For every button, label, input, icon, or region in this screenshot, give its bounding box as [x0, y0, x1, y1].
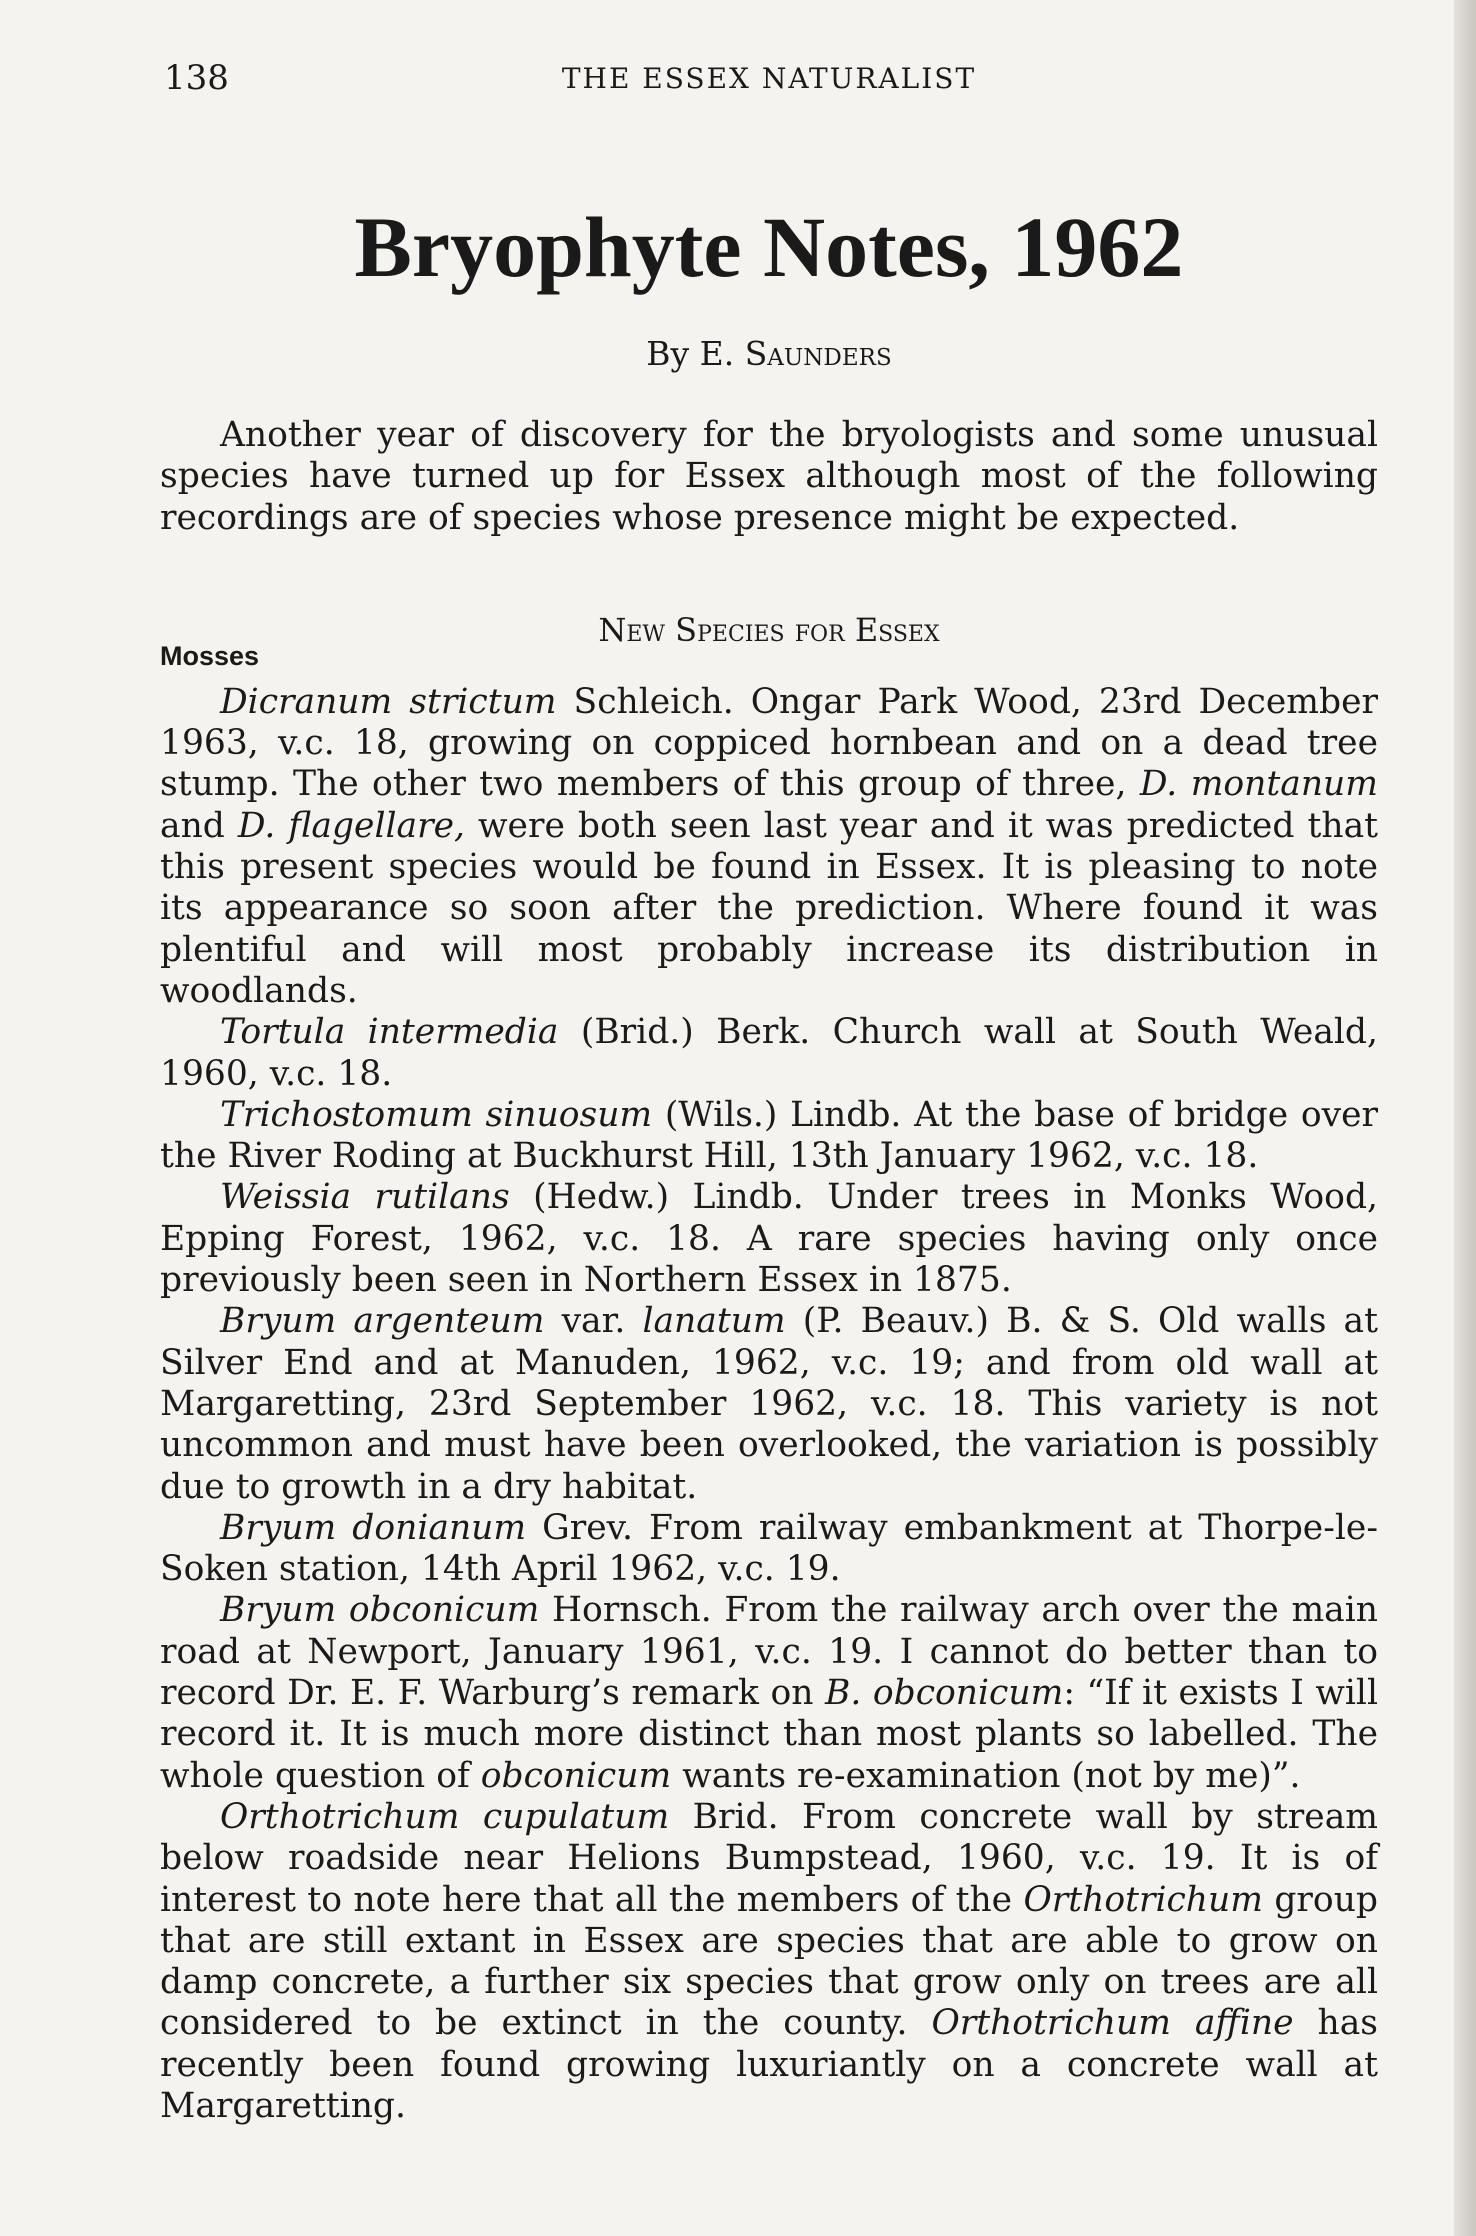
running-head	[160, 46, 1378, 106]
byline-prefix: By E.	[646, 334, 745, 373]
intro-paragraph: Another year of discovery for the bryologists and some unusual species have turned up for Essex although most of the following recordings are of species whose presence might be expected.	[160, 415, 1378, 538]
species-name: Tortula intermedia	[220, 1012, 559, 1053]
species-name: Bryum argenteum	[220, 1301, 545, 1342]
entry-trichostomum-sinuosum: Trichostomum sinuosum (Wils.) Lindb. At the base of bridge over the River Roding at Buckhurst Hill, 13th January 1962, v.c. 18.	[160, 1094, 1378, 1177]
entry-bryum-donianum: Bryum donianum Grev. From railway embankment at Thorpe-le-Soken station, 14th April 1962, v.c. 19.	[160, 1507, 1378, 1590]
species-name: Bryum obconicum	[220, 1590, 540, 1631]
species-name: Orthotrichum cupulatum	[220, 1796, 670, 1837]
entry-dicranum-strictum: Dicranum strictum Schleich. Ongar Park Wood, 23rd December 1963, v.c. 18, growing on coppiced hornbean and on a dead tree stump. The other two members of this group of three, D. montanum and D. flagellare, were both seen last year and it was predicted that this present species would be found in Essex. It is pleasing to note its appearance so soon after the prediction. Where found it was plentiful and will most probably increase its distribution in woodlands.	[160, 681, 1378, 1011]
entry-tortula-intermedia: Tortula intermedia (Brid.) Berk. Church wall at South Weald, 1960, v.c. 18.	[160, 1012, 1378, 1094]
species-name: Weissia rutilans	[220, 1177, 510, 1218]
author-name: Saunders	[744, 334, 892, 373]
section-heading: New Species for Essex	[598, 610, 940, 649]
species-name: Trichostomum sinuosum	[220, 1094, 653, 1135]
species-name: Bryum donianum	[220, 1507, 527, 1548]
article-title: Bryophyte Notes, 1962	[354, 199, 1184, 295]
entry-weissia-rutilans: Weissia rutilans (Hedw.) Lindb. Under trees in Monks Wood, Epping Forest, 1962, v.c. 18. A rare species having only once previously been seen in Northern Essex in 1875.	[160, 1177, 1378, 1301]
species-name: Dicranum strictum	[220, 681, 557, 722]
entry-bryum-obconicum: Bryum obconicum Hornsch. From the railway arch over the main road at Newport, January 1961, v.c. 19. I cannot do better than to record Dr. E. F. Warburg’s remark on B. obconicum: “If it exists I will record it. It is much more distinct than most plants so labelled. The whole question of obconicum wants re-examination (not by me)”.	[160, 1590, 1378, 1796]
journal-title: THE ESSEX NATURALIST	[561, 62, 977, 95]
page	[160, 46, 1378, 2127]
byline	[160, 334, 1378, 373]
page-number: 138	[164, 58, 229, 98]
page-edge-shadow	[1454, 0, 1476, 2236]
entry-orthotrichum-cupulatum: Orthotrichum cupulatum Brid. From concrete wall by stream below roadside near Helions Bumpstead, 1960, v.c. 19. It is of interest to note here that all the members of the Orthotrichum group that are still extant in Essex are species that are able to grow on damp concrete, a further six species that grow only on trees are all considered to be extinct in the county. Orthotrichum affine has recently been found growing luxuriantly on a concrete wall at Margaretting.	[160, 1796, 1378, 2126]
entry-bryum-argenteum: Bryum argenteum var. lanatum (P. Beauv.) B. & S. Old walls at Silver End and at Manuden, 1962, v.c. 19; and from old wall at Margaretting, 23rd September 1962, v.c. 18. This variety is not uncommon and must have been overlooked, the variation is possibly due to growth in a dry habitat.	[160, 1301, 1378, 1507]
subheading-mosses: Mosses	[160, 640, 260, 671]
